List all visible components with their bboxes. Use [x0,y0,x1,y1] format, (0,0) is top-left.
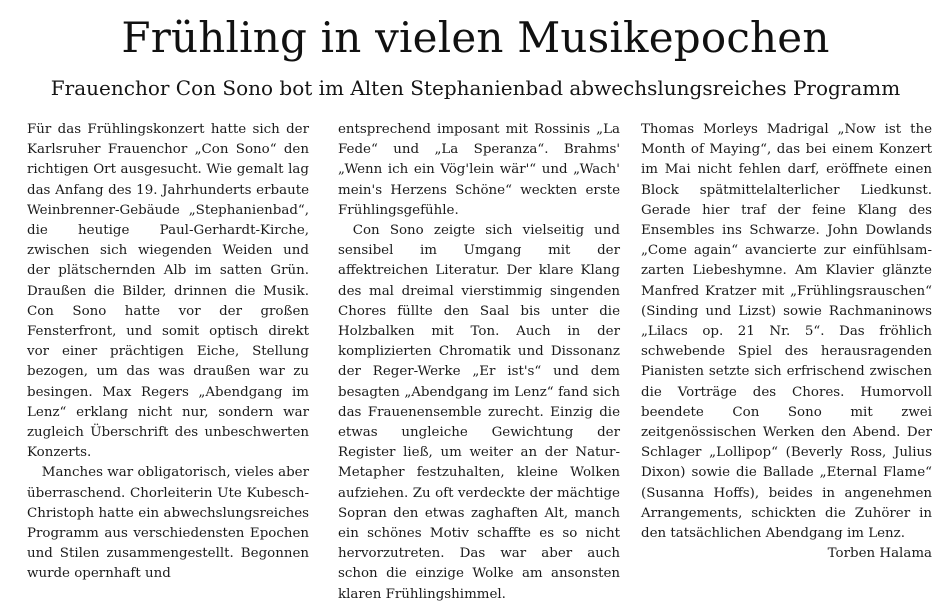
column-3 [641,120,932,564]
author-byline: Torben Halama [827,546,932,562]
paragraph: Thomas Morleys Madrigal „Now ist the Month of Maying“, das bei einem Konzert im Mai nicht fehlen darf, eröffnete einen Block spätmittelalterlicher Liedkunst. Gerade hier traf der feine Klang des Ensembles ins Schwarze. John Dowlands „Come again“ avancierte zur einfühlsam-zarten Liebeshymne. Am Klavier glänzte Manfred Kratzer mit „Frühlingsrauschen“ (Sinding und Lizst) sowie Rachmaninows „Lilacs op. 21 Nr. 5“. Das fröhlich schwebende Spiel des herausragenden Pianisten setzte sich erfrischend zwischen die Vorträge des Chores. Humorvoll beendete Con Sono mit zwei zeitgenössischen Werken den Abend. Der Schlager „Lollipop“ (Beverly Ross, Julius Dixon) sowie die Ballade „Eternal Flame“ (Susanna Hoffs), beides in angenehmen Arrangements, schickten die Zuhörer in den tatsächlichen Abendgang im Lenz. [641,122,932,542]
paragraph: Für das Frühlingskonzert hatte sich der Karlsruher Frauenchor „Con Sono“ den richtigen Ort ausgesucht. Wie gemalt lag das Anfang des 19. Jahrhunderts erbaute Weinbrenner-Gebäude „Stephanienbad“, die heutige Paul-Gerhardt-Kirche, zwischen sich wiegenden Weiden und der plätschernden Alb im satten Grün. Draußen die Bilder, drinnen die Musik. Con Sono hatte vor der großen Fensterfront, und somit optisch direkt vor einer prächtigen Eiche, Stellung bezogen, um das was draußen war zu besingen. Max Regers „Abendgang im Lenz“ erklang nicht nur, sondern war zugleich Überschrift des unbeschwerten Konzerts. [27,122,309,461]
column-1 [27,120,309,585]
column-2 [338,120,620,605]
paragraph: Manches war obligatorisch, vieles aber überraschend. Chorleiterin Ute Kubesch-Christoph hatte ein abwechslungsreiches Programm aus verschiedensten Epochen und Stilen zusammengestellt. Begonnen wurde opernhaft und [27,465,309,582]
article-subheadline: Frauenchor Con Sono bot im Alten Stephanienbad abwechslungsreiches Programm [50,76,901,100]
article-headline: Frühling in vielen Musikepochen [121,13,830,62]
paragraph: entsprechend imposant mit Rossinis „La Fede“ und „La Speranza“. Brahms' „Wenn ich ein Vög'lein wär'“ und „Wach' mein's Herzens Schöne“ weckten erste Frühlingsgefühle. [338,122,620,218]
article-body [27,120,932,602]
paragraph: Con Sono zeigte sich vielseitig und sensibel im Umgang mit der affektreichen Literatur. Der klare Klang des mal dreimal vierstimmig singenden Chores füllte den Saal bis unter die Holzbalken mit Ton. Auch in der komplizierten Chromatik und Dissonanz der Reger-Werke „Er ist's“ und dem besagten „Abendgang im Lenz“ fand sich das Frauenensemble zurecht. Einzig die etwas ungleiche Gewichtung der Register ließ, um weiter an der Natur-Metapher festzuhalten, kleine Wolken aufziehen. Zu oft verdeckte der mächtige Sopran den etwas zaghaften Alt, manch ein schönes Motiv schaffte es so nicht hervorzutreten. Das war aber auch schon die einzige Wolke am ansonsten klaren Frühlingshimmel. [338,223,620,602]
